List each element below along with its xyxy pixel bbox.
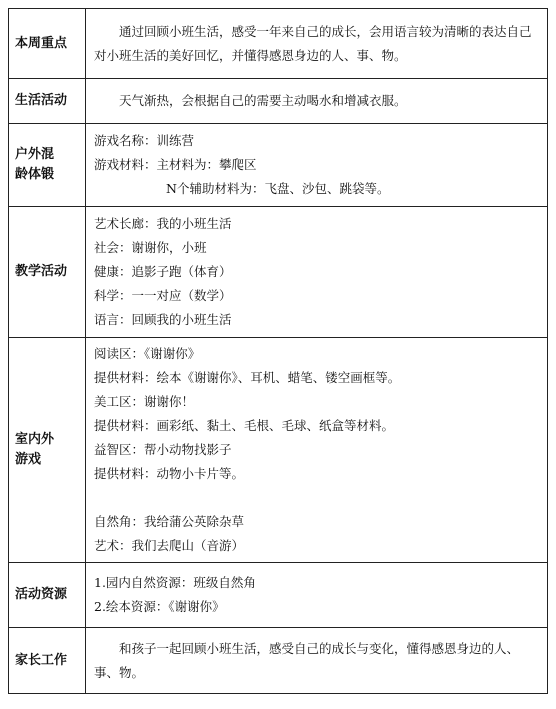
indoor-line-2: 提供材料：绘本《谢谢你》、耳机、蜡笔、镂空画框等。: [94, 370, 401, 385]
indoor-content: [86, 338, 548, 563]
resources-content: [86, 563, 548, 628]
indoor-blank-line: [94, 486, 541, 510]
row-teaching: [9, 207, 548, 338]
indoor-line-6: 提供材料：动物小卡片等。: [94, 466, 245, 481]
outdoor-label: [9, 124, 86, 207]
focus-text: 通过回顾小班生活，感受一年来自己的成长，会用语言较为清晰的表达自己对小班生活的美好回忆，并懂得感恩身边的人、事、物。: [94, 23, 532, 63]
teaching-line-3: 健康：追影子跑（体育）: [94, 264, 232, 279]
row-resources: [9, 563, 548, 628]
indoor-label-text: 室内外游戏: [15, 432, 55, 467]
resources-line-2: 2.绘本资源：《谢谢你》: [94, 599, 225, 614]
life-label: 生活活动: [9, 79, 86, 124]
life-text: 天气渐热，会根据自己的需要主动喝水和增减衣服。: [119, 93, 407, 108]
teaching-label: 教学活动: [9, 207, 86, 338]
indoor-line-5: 益智区：帮小动物找影子: [94, 442, 232, 457]
teaching-line-5: 语言：回顾我的小班生活: [94, 312, 232, 327]
teaching-line-4: 科学：一一对应（数学）: [94, 288, 232, 303]
weekly-plan-table: [8, 8, 548, 694]
indoor-line-7: 自然角：我给蒲公英除杂草: [94, 514, 245, 529]
indoor-line-3: 美工区：谢谢你！: [94, 394, 195, 409]
row-parents: [9, 628, 548, 694]
focus-content: [86, 9, 548, 79]
life-content: [86, 79, 548, 124]
row-outdoor: [9, 124, 548, 207]
focus-label: 本周重点: [9, 9, 86, 79]
parents-content: [86, 628, 548, 694]
outdoor-line-3: N个辅助材料为：飞盘、沙包、跳袋等。: [166, 181, 390, 196]
resources-line-1: 1.园内自然资源：班级自然角: [94, 575, 256, 590]
outdoor-content: [86, 124, 548, 207]
indoor-label: [9, 338, 86, 563]
indoor-line-1: 阅读区：《谢谢你》: [94, 346, 201, 361]
teaching-line-2: 社会：谢谢你，小班: [94, 240, 207, 255]
outdoor-line-1: 游戏名称：训练营: [94, 133, 195, 148]
parents-text: 和孩子一起回顾小班生活，感受自己的成长与变化，懂得感恩身边的人、事、物。: [94, 640, 520, 680]
row-indoor: [9, 338, 548, 563]
parents-label: 家长工作: [9, 628, 86, 694]
resources-label: 活动资源: [9, 563, 86, 628]
row-life: [9, 79, 548, 124]
outdoor-line-2: 游戏材料：主材料为：攀爬区: [94, 157, 257, 172]
indoor-line-4: 提供材料：画彩纸、黏土、毛根、毛球、纸盒等材料。: [94, 418, 395, 433]
teaching-content: [86, 207, 548, 338]
row-focus: [9, 9, 548, 79]
outdoor-label-text: 户外混龄体锻: [15, 147, 55, 182]
indoor-line-8: 艺术：我们去爬山（音游）: [94, 538, 245, 553]
teaching-line-1: 艺术长廊：我的小班生活: [94, 216, 232, 231]
